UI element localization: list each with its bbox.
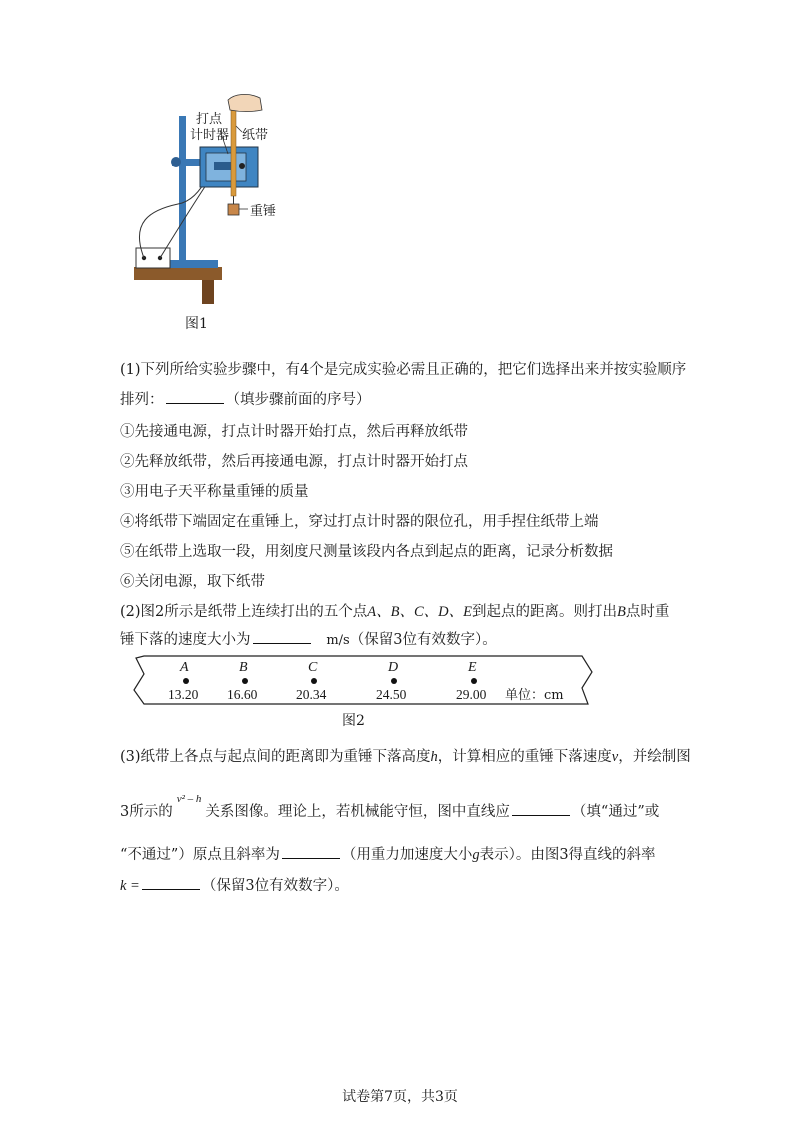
q1-step-2: ②先释放纸带，然后再接通电源，打点计时器开始打点 [120,454,468,470]
q2-line-2: 锤下落的速度大小为 m/s（保留3位有效数字）。 [120,628,497,649]
page-footer: 试卷第7页，共3页 [342,1089,458,1105]
answer-blank-2[interactable] [253,629,311,644]
q1-step-6: ⑥关闭电源，取下纸带 [120,574,265,590]
q1-step-4: ④将纸带下端固定在重锤上，穿过打点计时器的限位孔，用手捏住纸带上端 [120,514,599,530]
tape-point-label-c: C [308,660,318,675]
tape-point-value-e: 29.00 [456,687,487,702]
tape-point-dot-e [471,678,477,684]
tape-point-value-b: 16.60 [227,687,258,702]
tape-point-label-a: A [180,660,189,675]
answer-blank-1[interactable] [166,389,224,404]
weight-icon [228,204,239,215]
answer-blank-3[interactable] [512,801,570,816]
figure-2-caption: 图2 [342,713,365,729]
tape-point-dot-d [391,678,397,684]
tape-point-label-d: D [388,660,399,675]
q1-line-1: (1)下列所给实验步骤中，有4个是完成实验必需且正确的，把它们选择出来并按实验顺序 [120,362,687,378]
tape-point-dot-c [311,678,317,684]
q2-line-1: (2)图2所示是纸带上连续打出的五个点A、B、C、D、E到起点的距离。则打出B点时重 [120,604,670,620]
tape-point-label-e: E [468,660,477,675]
q1-step-5: ⑤在纸带上选取一段，用刻度尺测量该段内各点到起点的距离，记录分析数据 [120,544,613,560]
hand-icon [228,94,262,111]
tape-point-label-b: B [239,660,248,675]
label-timer: 打点 计时器 [190,112,230,143]
q1-step-1: ①先接通电源，打点计时器开始打点，然后再释放纸带 [120,424,468,440]
q1-step-3: ③用电子天平称量重锤的质量 [120,484,309,500]
answer-blank-4[interactable] [282,844,340,859]
label-weight: 重锤 [250,204,277,219]
q1-line-2: 排列： （填步骤前面的序号） [120,388,371,409]
label-tape: 纸带 [242,128,269,143]
q3-line-2: 3所示的$^{v^2 - h}$关系图像。理论上，若机械能守恒，图中直线应 （填“通过”或 [120,793,660,820]
table-top [134,267,222,280]
tape-point-dot-a [183,678,189,684]
q3-line-1: (3)纸带上各点与起点间的距离即为重锤下落高度h，计算相应的重锤下落速度v，并绘制图 [120,749,691,765]
answer-blank-5[interactable] [142,875,200,890]
tape-unit-label: 单位：cm [505,688,564,703]
tape-point-value-d: 24.50 [376,687,407,702]
q3-line-4: k = （保留3位有效数字）。 [120,874,349,895]
tape-point-value-c: 20.34 [296,687,327,702]
q3-line-3: “不通过”）原点且斜率为 （用重力加速度大小g表示）。由图3得直线的斜率 [120,843,656,864]
figure-1-caption: 图1 [185,316,208,332]
tape-point-dot-b [242,678,248,684]
tape-point-value-a: 13.20 [168,687,199,702]
